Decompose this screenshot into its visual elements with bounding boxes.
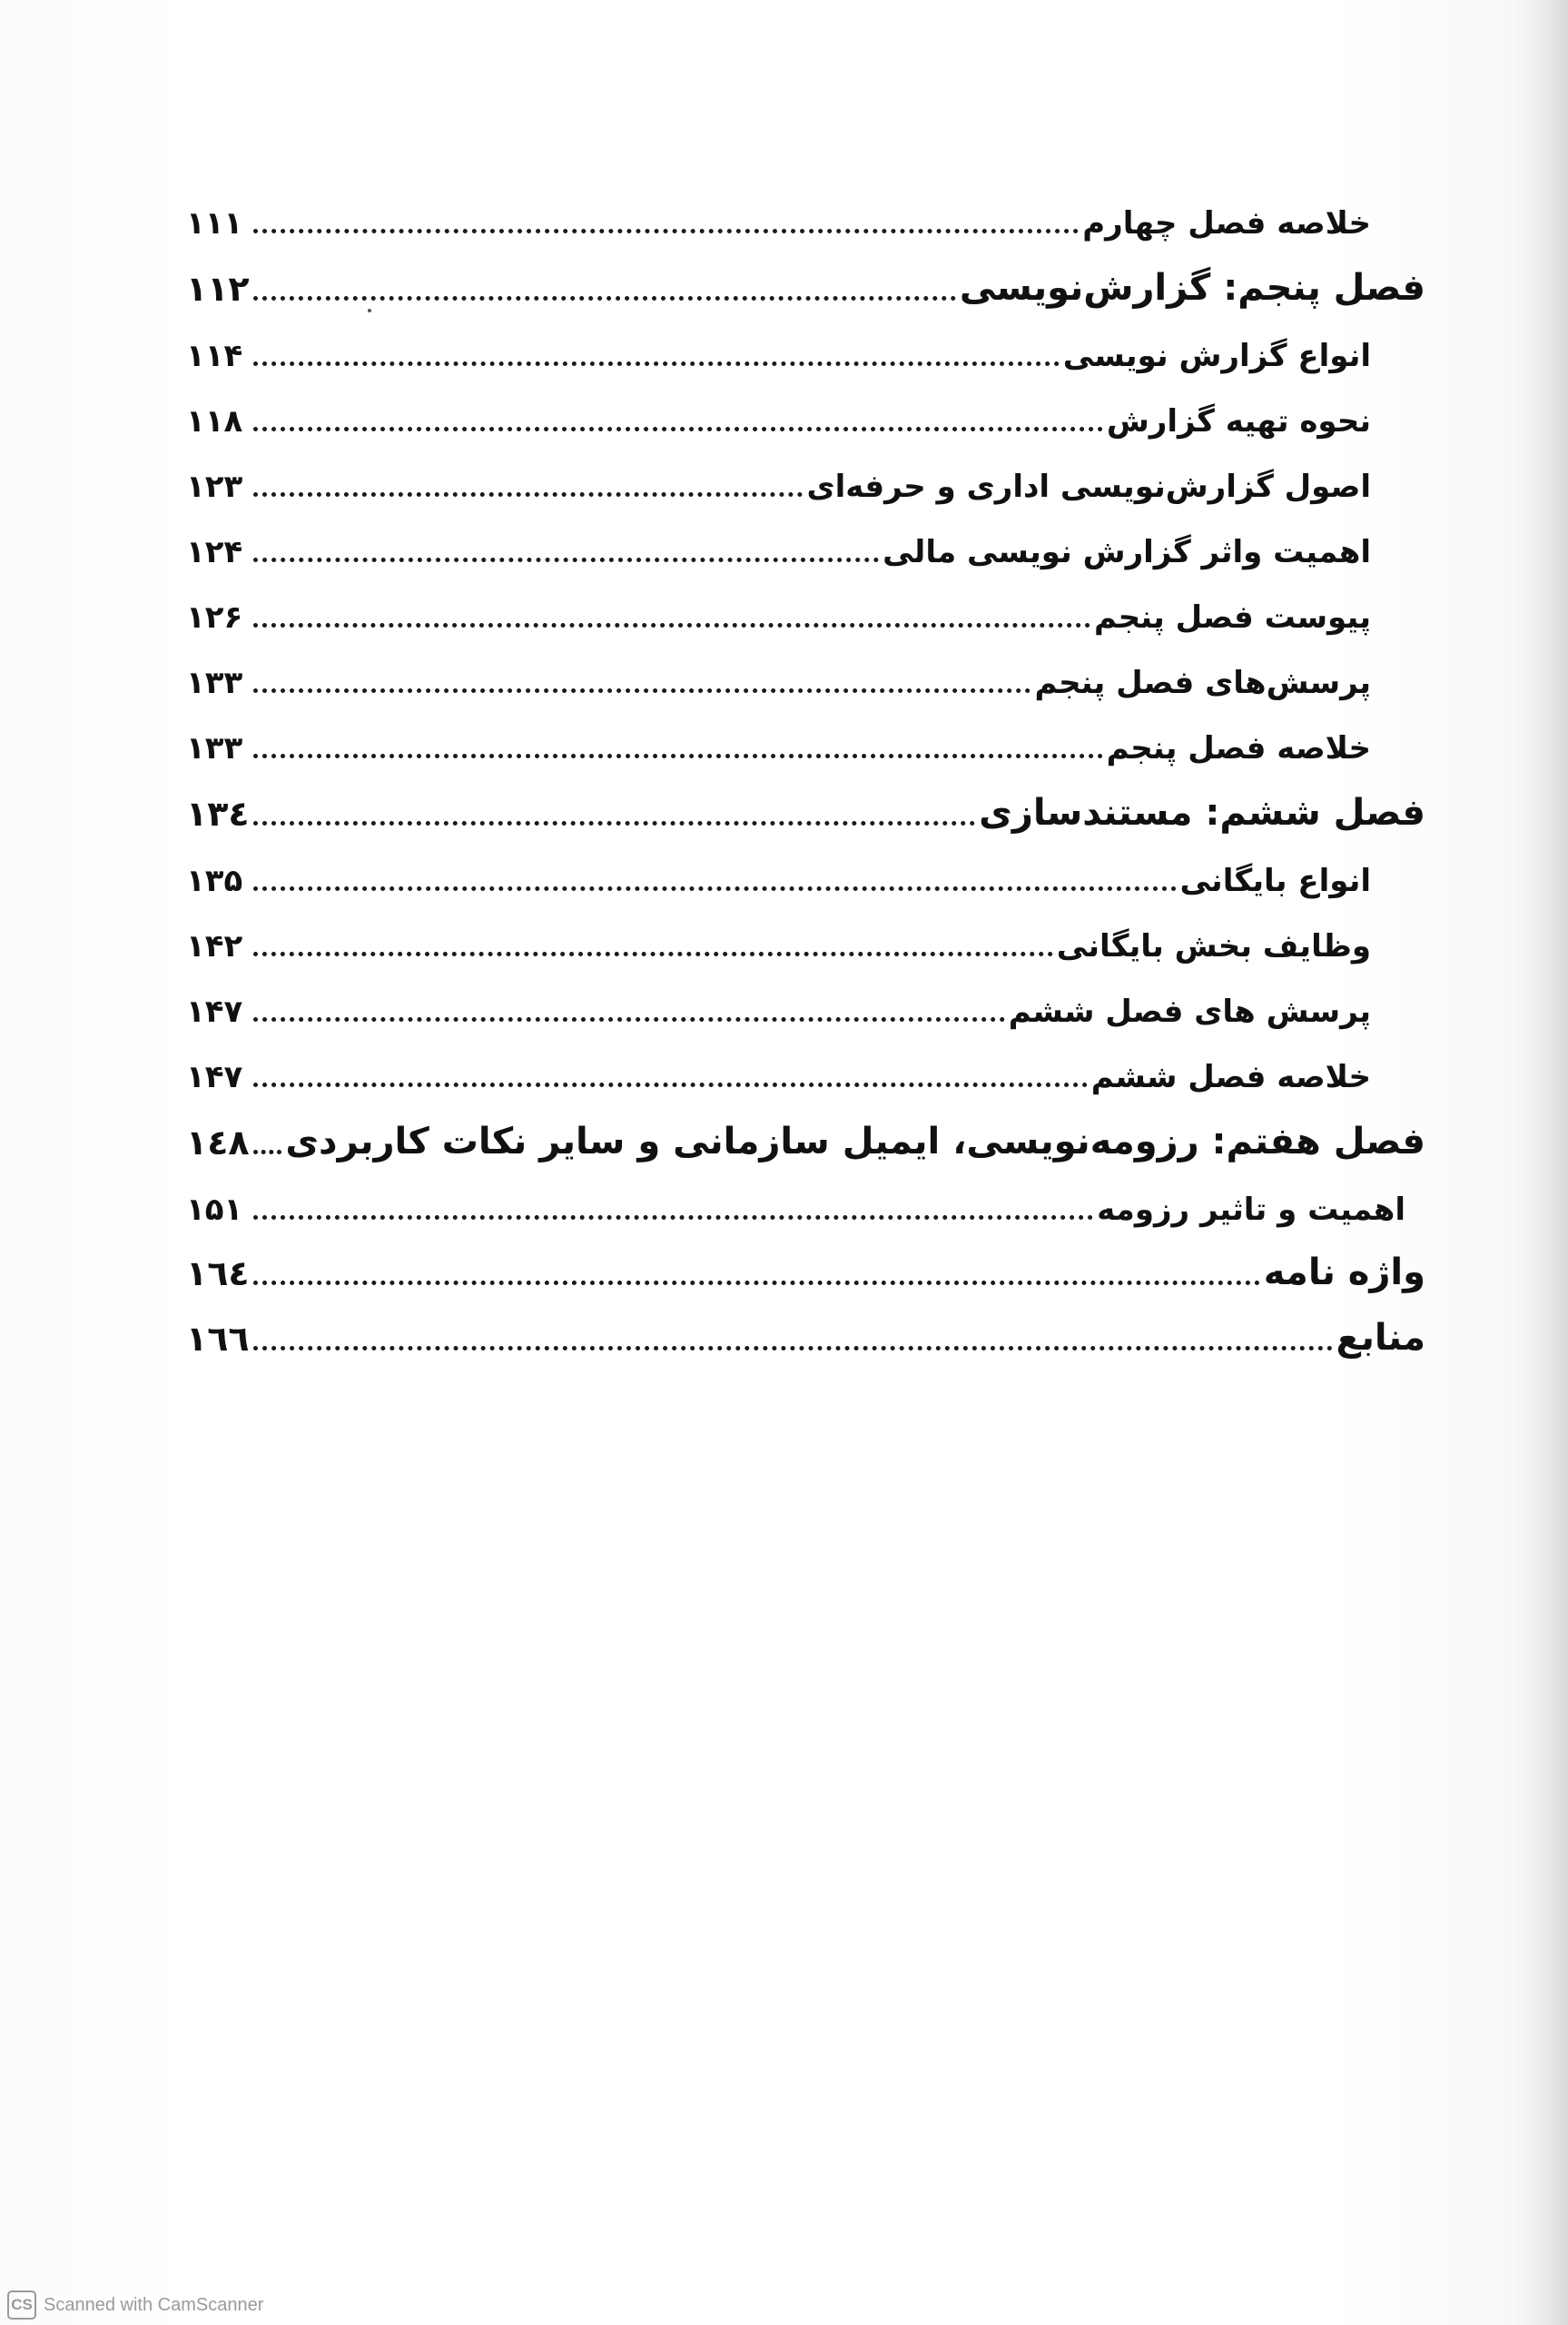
toc-section-title: منابع <box>1336 1317 1425 1359</box>
toc-entry-page: ۱۴۲ <box>186 928 243 965</box>
watermark-text: Scanned with CamScanner <box>44 2294 264 2315</box>
toc-chapter <box>186 767 1425 835</box>
toc-entry <box>186 571 1371 637</box>
toc-dot-leader <box>253 688 1031 693</box>
toc-dot-leader <box>253 1017 1005 1022</box>
toc-entry <box>186 637 1371 702</box>
toc-entry-page: ۱۳۵ <box>186 863 243 899</box>
toc-section-page: ۱٦٤ <box>186 1253 250 1293</box>
toc-chapter-page: ۱٤۸ <box>186 1123 250 1162</box>
toc-entry-page: ۱۱۸ <box>186 403 243 440</box>
toc-section <box>186 1294 1425 1360</box>
toc-dot-leader <box>253 229 1079 233</box>
toc-entry-title: پرسش های فصل ششم <box>1008 994 1371 1030</box>
toc-entry <box>186 1163 1405 1229</box>
toc-entry-page: ۱۱۴ <box>186 338 243 374</box>
toc-dot-leader <box>253 623 1090 628</box>
toc-entry-title: اهمیت واثر گزارش نویسی مالی <box>883 534 1371 570</box>
toc-entry <box>186 375 1371 440</box>
spine-shadow <box>1514 0 1568 2325</box>
table-of-contents <box>186 177 1425 1360</box>
toc-chapter <box>186 242 1425 310</box>
toc-entry-title: انواع بایگانی <box>1179 863 1371 899</box>
toc-entry <box>186 310 1371 375</box>
toc-dot-leader <box>253 1083 1088 1087</box>
toc-dot-leader <box>253 492 803 497</box>
toc-dot-leader <box>253 952 1053 956</box>
toc-dot-leader <box>253 296 956 301</box>
toc-entry <box>186 965 1371 1031</box>
toc-entry-title: اهمیت و تاثیر رزومه <box>1097 1192 1405 1228</box>
toc-entry-page: ۱۳۳ <box>186 665 243 701</box>
toc-entry-page: ۱۴۷ <box>186 1059 243 1095</box>
toc-entry-title: پرسش‌های فصل پنجم <box>1034 665 1371 701</box>
toc-section <box>186 1229 1425 1294</box>
toc-entry <box>186 177 1371 242</box>
toc-entry <box>186 440 1371 506</box>
toc-section-title: واژه نامه <box>1263 1252 1425 1293</box>
toc-entry-title: پیوست فصل پنجم <box>1094 599 1371 636</box>
toc-entry <box>186 506 1371 571</box>
toc-dot-leader <box>253 558 879 562</box>
toc-entry-page: ۱۲۶ <box>186 599 243 636</box>
toc-chapter-page: ۱۳٤ <box>186 794 250 834</box>
toc-dot-leader <box>253 361 1060 366</box>
toc-entry <box>186 900 1371 965</box>
toc-entry-title: نحوه تهیه گزارش <box>1106 403 1371 440</box>
toc-entry-page: ۱۱۱ <box>186 205 243 242</box>
toc-dot-leader <box>253 1281 1260 1285</box>
toc-entry-page: ۱۴۷ <box>186 994 243 1030</box>
toc-section-page: ۱٦٦ <box>186 1319 250 1359</box>
toc-chapter <box>186 1096 1425 1163</box>
toc-entry-page: ۱۳۳ <box>186 730 243 767</box>
toc-chapter-page: ۱۱۲ <box>186 269 250 309</box>
camscanner-logo-icon: CS <box>7 2290 36 2320</box>
toc-entry-page: ۱۵۱ <box>186 1192 243 1228</box>
toc-entry-page: ۱۲۴ <box>186 534 243 570</box>
toc-entry <box>186 1031 1371 1096</box>
toc-entry-title: خلاصه فصل چهارم <box>1082 205 1371 242</box>
toc-dot-leader <box>253 1215 1093 1220</box>
toc-dot-leader <box>253 754 1103 758</box>
toc-chapter-title: فصل ششم: مستندسازی <box>979 792 1425 834</box>
toc-dot-leader <box>253 821 975 826</box>
toc-entry-title: وظایف بخش بایگانی <box>1056 928 1371 965</box>
toc-entry <box>186 702 1371 767</box>
toc-entry-title: انواع گزارش نویسی <box>1062 338 1371 374</box>
toc-dot-leader <box>253 1346 1333 1350</box>
toc-entry-page: ۱۲۳ <box>186 469 243 505</box>
toc-dot-leader <box>253 886 1177 891</box>
toc-dot-leader <box>253 1150 281 1154</box>
toc-chapter-title: فصل هفتم: رزومه‌نویسی، ایمیل سازمانی و سایر نکات کاربردی <box>285 1121 1425 1162</box>
toc-dot-leader <box>253 427 1103 431</box>
camscanner-watermark <box>7 2290 263 2320</box>
toc-chapter-title: فصل پنجم: گزارش‌نویسی <box>959 267 1425 309</box>
toc-entry-title: خلاصه فصل ششم <box>1090 1059 1371 1095</box>
toc-entry-title: خلاصه فصل پنجم <box>1106 730 1371 767</box>
toc-entry <box>186 835 1371 900</box>
toc-entry-title: اصول گزارش‌نویسی اداری و حرفه‌ای <box>806 469 1371 505</box>
